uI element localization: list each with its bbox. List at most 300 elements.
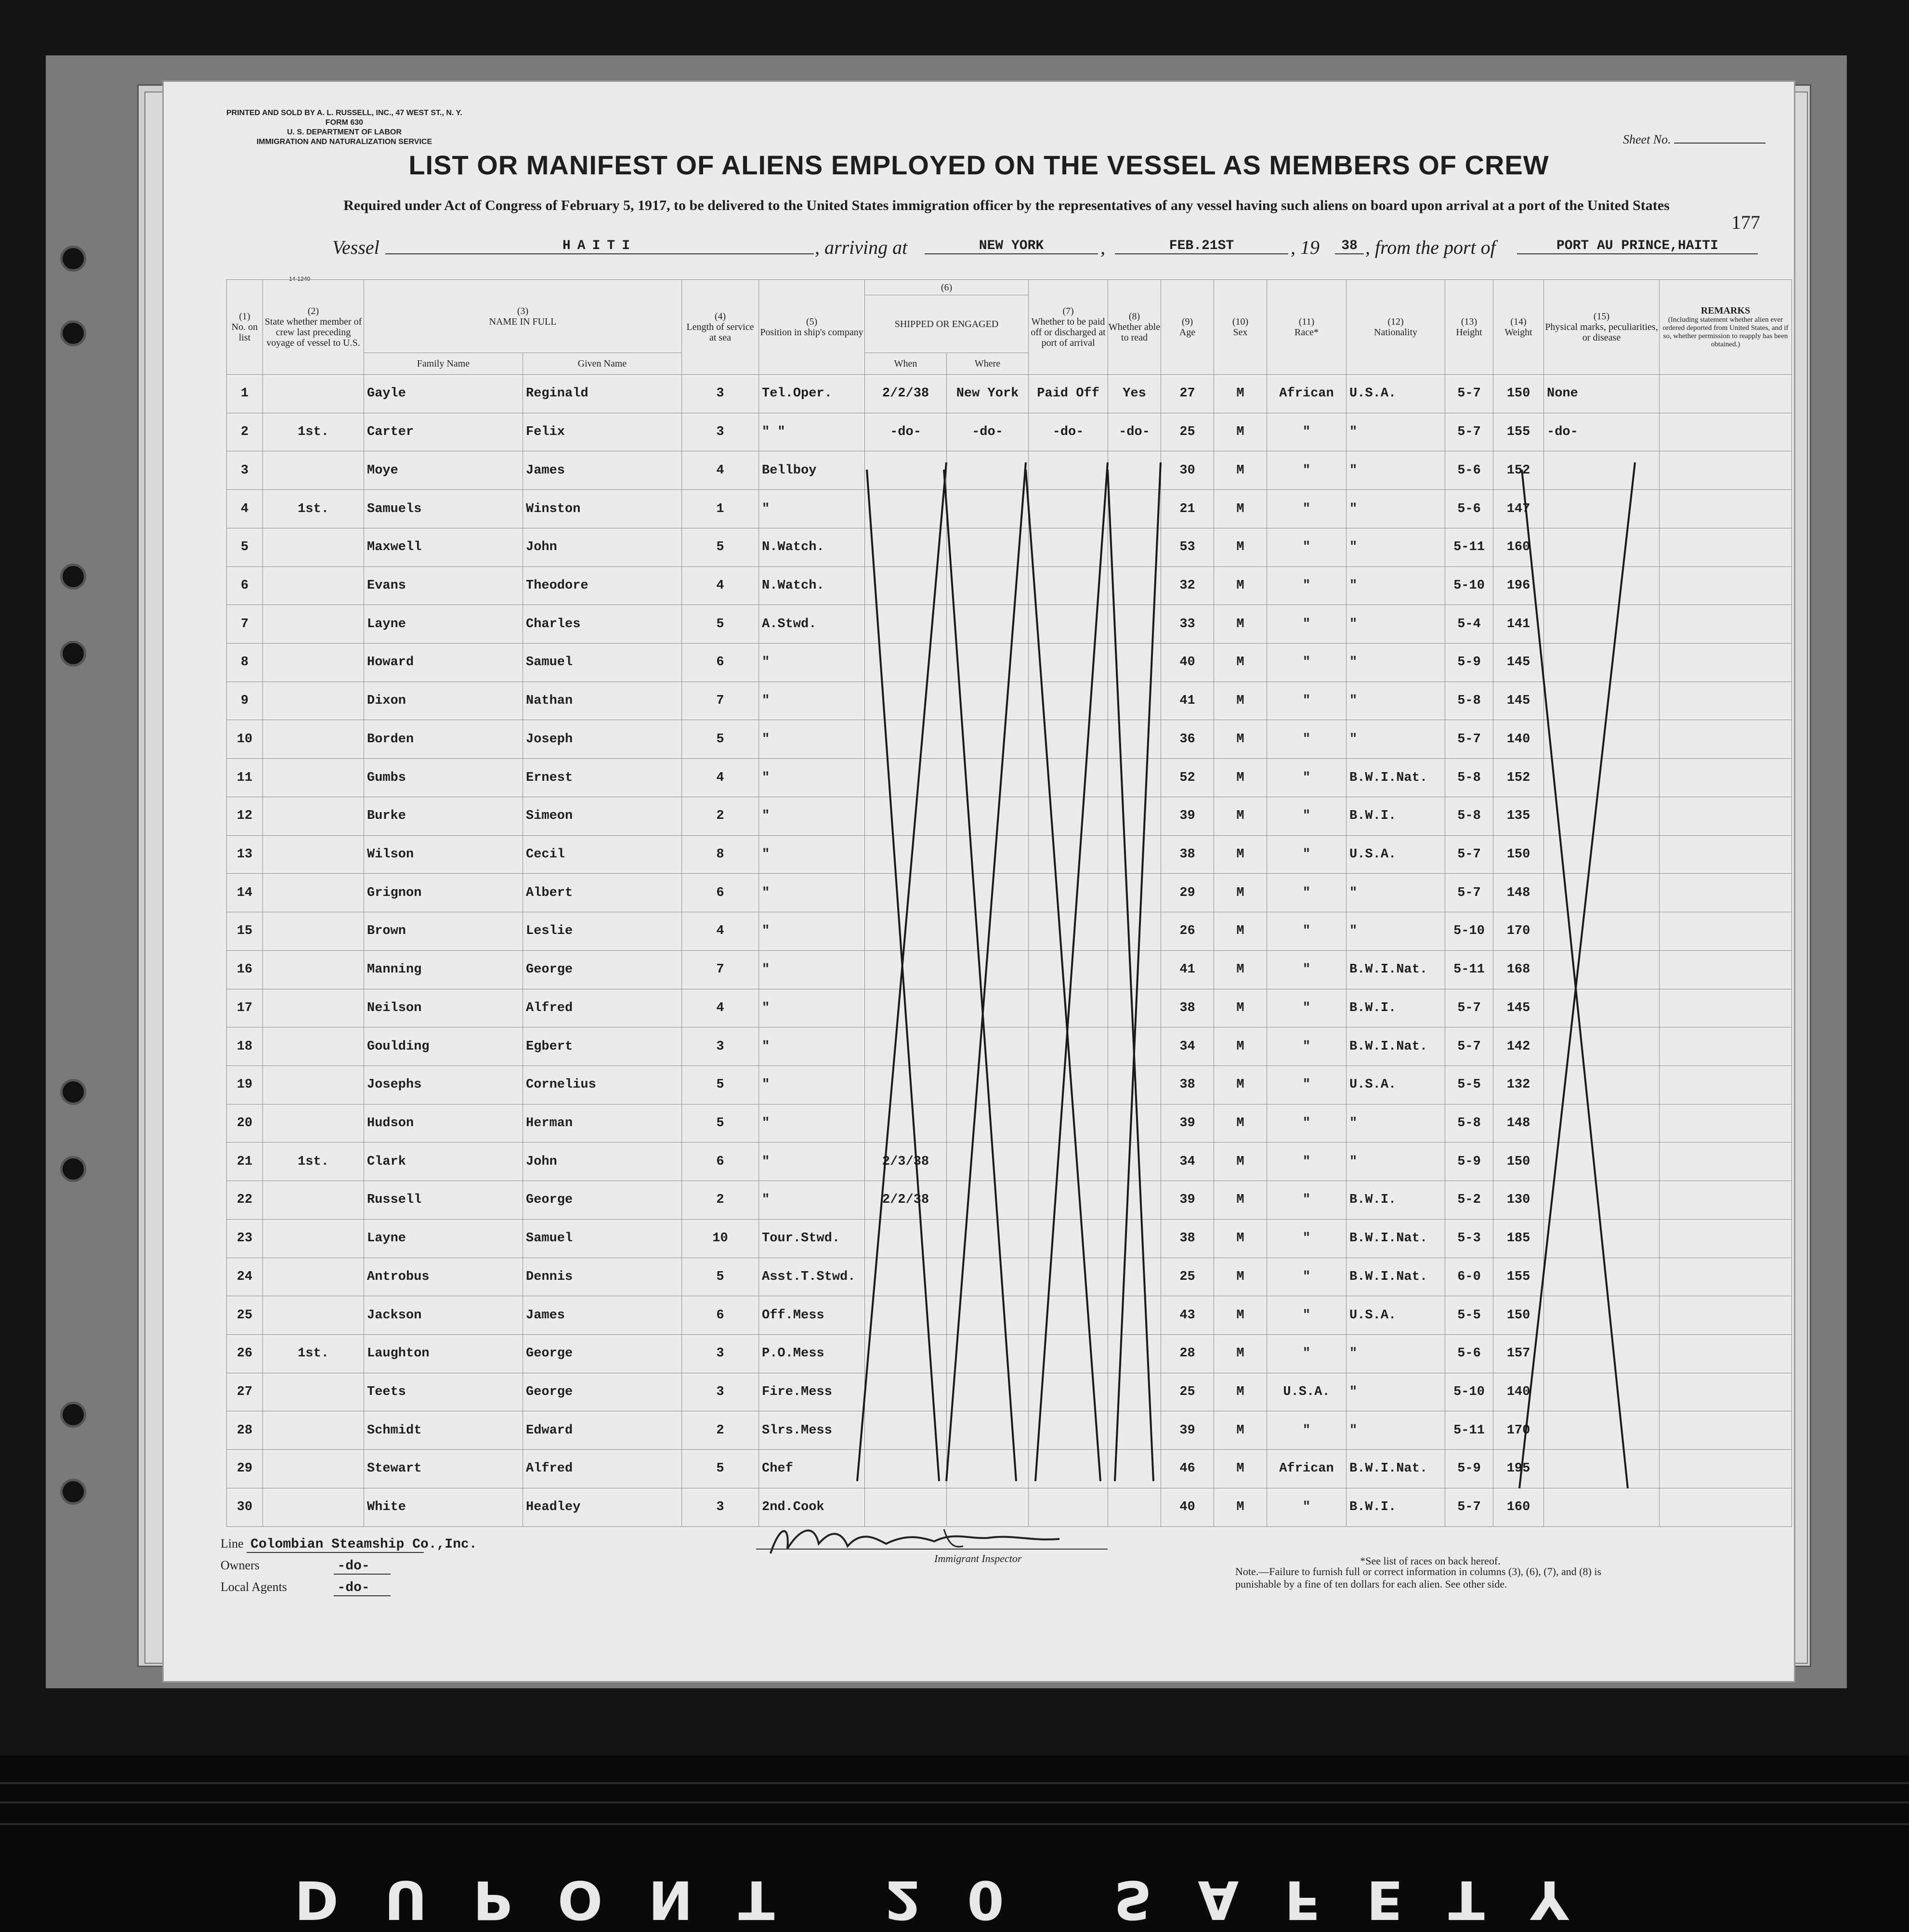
row-weight: 155 xyxy=(1493,413,1544,451)
row-given-name: Cornelius xyxy=(523,1065,682,1104)
row-when xyxy=(865,605,947,644)
col-label: Whether to be paid off or discharged at port of arrival xyxy=(1031,316,1106,348)
row-able-read: Yes xyxy=(1108,375,1161,413)
table-row xyxy=(227,528,1792,566)
row-service: 5 xyxy=(682,720,759,759)
row-position: N.Watch. xyxy=(759,566,865,605)
row-able-read xyxy=(1108,490,1161,528)
row-service: 6 xyxy=(682,874,759,912)
row-weight: 160 xyxy=(1493,1488,1544,1526)
row-nationality: U.S.A. xyxy=(1347,375,1445,413)
owners-field xyxy=(221,1558,391,1575)
row-weight: 157 xyxy=(1493,1334,1544,1373)
row-height: 5-7 xyxy=(1445,835,1493,874)
row-nationality: " xyxy=(1347,528,1445,566)
row-sex: M xyxy=(1214,874,1267,912)
row-paid-off xyxy=(1029,1219,1108,1258)
row-weight: 147 xyxy=(1493,490,1544,528)
row-where xyxy=(947,874,1029,912)
row-position: " xyxy=(759,797,865,835)
row-position: " xyxy=(759,682,865,720)
row-sex: M xyxy=(1214,1027,1267,1066)
row-weight: 145 xyxy=(1493,989,1544,1027)
row-race: " xyxy=(1267,797,1347,835)
row-height: 5-10 xyxy=(1445,1373,1493,1411)
table-row xyxy=(227,1373,1792,1411)
row-where xyxy=(947,528,1029,566)
row-service: 10 xyxy=(682,1219,759,1258)
row-height: 5-10 xyxy=(1445,912,1493,951)
printer-line: U. S. DEPARTMENT OF LABOR xyxy=(287,128,402,136)
table-row xyxy=(227,720,1792,759)
crew-table xyxy=(226,279,1792,1527)
row-nationality: " xyxy=(1347,490,1445,528)
arrival-year: 38 xyxy=(1335,238,1364,254)
row-number: 18 xyxy=(227,1027,263,1066)
row-paid-off xyxy=(1029,1065,1108,1104)
row-remarks xyxy=(1660,912,1792,951)
row-given-name: Simeon xyxy=(523,797,682,835)
table-row xyxy=(227,1181,1792,1220)
row-given-name: Reginald xyxy=(523,375,682,413)
row-remarks xyxy=(1660,451,1792,490)
row-sex: M xyxy=(1214,490,1267,528)
row-able-read xyxy=(1108,1181,1161,1220)
row-age: 43 xyxy=(1161,1296,1214,1335)
row-nationality: B.W.I.Nat. xyxy=(1347,950,1445,989)
row-position: " xyxy=(759,490,865,528)
row-given-name: Winston xyxy=(523,490,682,528)
row-nationality: " xyxy=(1347,605,1445,644)
binder-hole xyxy=(60,320,86,346)
col-label: Age xyxy=(1179,327,1196,338)
sheet-label: Sheet No. xyxy=(1623,132,1671,146)
row-where xyxy=(947,1065,1029,1104)
row-given-name: George xyxy=(523,1373,682,1411)
row-voyage xyxy=(263,874,364,912)
col-number: (10) xyxy=(1232,316,1249,327)
row-family-name: Burke xyxy=(364,797,523,835)
row-voyage xyxy=(263,644,364,682)
row-service: 3 xyxy=(682,375,759,413)
row-height: 5-6 xyxy=(1445,451,1493,490)
binder-hole xyxy=(60,564,86,590)
row-when: 2/2/38 xyxy=(865,375,947,413)
row-able-read xyxy=(1108,1104,1161,1143)
row-sex: M xyxy=(1214,413,1267,451)
row-when xyxy=(865,1027,947,1066)
row-race: " xyxy=(1267,1258,1347,1296)
printer-line: IMMIGRATION AND NATURALIZATION SERVICE xyxy=(256,138,432,146)
row-family-name: Teets xyxy=(364,1373,523,1411)
row-able-read xyxy=(1108,566,1161,605)
row-number: 27 xyxy=(227,1373,263,1411)
row-paid-off xyxy=(1029,835,1108,874)
row-nationality: " xyxy=(1347,1334,1445,1373)
row-height: 5-8 xyxy=(1445,797,1493,835)
row-given-name: George xyxy=(523,1334,682,1373)
row-sex: M xyxy=(1214,1373,1267,1411)
row-position: " xyxy=(759,644,865,682)
row-height: 5-7 xyxy=(1445,1488,1493,1526)
row-weight: 148 xyxy=(1493,874,1544,912)
row-paid-off xyxy=(1029,989,1108,1027)
row-weight: 140 xyxy=(1493,1373,1544,1411)
row-voyage: 1st. xyxy=(263,413,364,451)
page-title: LIST OR MANIFEST OF ALIENS EMPLOYED ON THE VESSEL AS MEMBERS OF CREW xyxy=(408,150,1549,180)
row-service: 1 xyxy=(682,490,759,528)
row-voyage xyxy=(263,566,364,605)
row-where xyxy=(947,759,1029,797)
row-given-name: Samuel xyxy=(523,1219,682,1258)
row-weight: 150 xyxy=(1493,1296,1544,1335)
row-number: 21 xyxy=(227,1143,263,1181)
table-row xyxy=(227,1450,1792,1488)
row-when xyxy=(865,1258,947,1296)
row-height: 5-3 xyxy=(1445,1219,1493,1258)
col-label: Height xyxy=(1456,327,1482,338)
row-height: 5-7 xyxy=(1445,1027,1493,1066)
row-voyage xyxy=(263,835,364,874)
row-number: 5 xyxy=(227,528,263,566)
row-age: 33 xyxy=(1161,605,1214,644)
row-where xyxy=(947,835,1029,874)
col-label: State whether member of crew last preceding voyage of vessel to U.S. xyxy=(264,316,362,348)
row-able-read xyxy=(1108,1334,1161,1373)
row-age: 29 xyxy=(1161,874,1214,912)
row-position: " xyxy=(759,1181,865,1220)
row-position: Bellboy xyxy=(759,451,865,490)
row-nationality: " xyxy=(1347,912,1445,951)
row-paid-off xyxy=(1029,490,1108,528)
row-number: 4 xyxy=(227,490,263,528)
row-sex: M xyxy=(1214,451,1267,490)
binder-hole xyxy=(60,1479,86,1505)
row-sex: M xyxy=(1214,1104,1267,1143)
row-number: 17 xyxy=(227,989,263,1027)
row-nationality: " xyxy=(1347,874,1445,912)
row-physical-marks xyxy=(1544,1334,1660,1373)
row-paid-off xyxy=(1029,682,1108,720)
row-number: 28 xyxy=(227,1411,263,1450)
row-given-name: George xyxy=(523,950,682,989)
row-family-name: Brown xyxy=(364,912,523,951)
row-paid-off xyxy=(1029,644,1108,682)
row-number: 11 xyxy=(227,759,263,797)
row-physical-marks xyxy=(1544,950,1660,989)
row-age: 41 xyxy=(1161,950,1214,989)
row-paid-off xyxy=(1029,1334,1108,1373)
row-remarks xyxy=(1660,1334,1792,1373)
row-number: 24 xyxy=(227,1258,263,1296)
row-paid-off xyxy=(1029,874,1108,912)
row-weight: 135 xyxy=(1493,797,1544,835)
row-service: 3 xyxy=(682,1334,759,1373)
row-able-read xyxy=(1108,1027,1161,1066)
row-remarks xyxy=(1660,413,1792,451)
row-number: 20 xyxy=(227,1104,263,1143)
row-age: 25 xyxy=(1161,1258,1214,1296)
row-race: " xyxy=(1267,1296,1347,1335)
row-number: 15 xyxy=(227,912,263,951)
row-able-read xyxy=(1108,1065,1161,1104)
col-given-header: Given Name xyxy=(523,353,682,375)
row-physical-marks: None xyxy=(1544,375,1660,413)
row-position: " xyxy=(759,720,865,759)
row-height: 5-9 xyxy=(1445,1143,1493,1181)
row-where xyxy=(947,912,1029,951)
row-when xyxy=(865,1104,947,1143)
col-number: (8) xyxy=(1128,311,1140,322)
row-where xyxy=(947,605,1029,644)
row-sex: M xyxy=(1214,1219,1267,1258)
binder-hole xyxy=(60,1079,86,1105)
row-service: 4 xyxy=(682,566,759,605)
row-service: 3 xyxy=(682,1373,759,1411)
table-row xyxy=(227,413,1792,451)
row-sex: M xyxy=(1214,989,1267,1027)
row-where xyxy=(947,1296,1029,1335)
row-able-read xyxy=(1108,759,1161,797)
row-family-name: Layne xyxy=(364,605,523,644)
row-when xyxy=(865,912,947,951)
row-number: 9 xyxy=(227,682,263,720)
row-paid-off xyxy=(1029,1143,1108,1181)
col-remarks-header xyxy=(1660,280,1792,375)
row-voyage xyxy=(263,1258,364,1296)
row-where xyxy=(947,644,1029,682)
row-when xyxy=(865,566,947,605)
row-physical-marks xyxy=(1544,720,1660,759)
row-sex: M xyxy=(1214,759,1267,797)
row-position: " xyxy=(759,874,865,912)
row-age: 40 xyxy=(1161,1488,1214,1526)
row-family-name: Samuels xyxy=(364,490,523,528)
row-remarks xyxy=(1660,989,1792,1027)
row-when: -do- xyxy=(865,413,947,451)
row-service: 6 xyxy=(682,1143,759,1181)
row-weight: 140 xyxy=(1493,720,1544,759)
row-position: " xyxy=(759,1143,865,1181)
col-number: (7) xyxy=(1062,306,1074,316)
col-voyage-header xyxy=(263,280,364,375)
row-service: 6 xyxy=(682,1296,759,1335)
row-voyage xyxy=(263,989,364,1027)
row-age: 21 xyxy=(1161,490,1214,528)
row-family-name: Hudson xyxy=(364,1104,523,1143)
row-remarks xyxy=(1660,1143,1792,1181)
row-physical-marks xyxy=(1544,1296,1660,1335)
row-weight: 132 xyxy=(1493,1065,1544,1104)
row-sex: M xyxy=(1214,1143,1267,1181)
row-nationality: U.S.A. xyxy=(1347,835,1445,874)
row-given-name: Charles xyxy=(523,605,682,644)
from-port-label: , from the port of xyxy=(1365,237,1496,258)
row-voyage xyxy=(263,720,364,759)
row-physical-marks xyxy=(1544,1027,1660,1066)
row-height: 5-7 xyxy=(1445,720,1493,759)
departure-port: PORT AU PRINCE,HAITI xyxy=(1517,238,1758,254)
penalty-note: Note.—Failure to furnish full or correct information in columns (3), (6), (7), and (8) is punishable by a fine of ten dollars for each alien. See other side. xyxy=(1235,1565,1602,1590)
row-race: " xyxy=(1267,644,1347,682)
row-family-name: Wilson xyxy=(364,835,523,874)
row-race: " xyxy=(1267,835,1347,874)
row-able-read xyxy=(1108,1411,1161,1450)
row-sex: M xyxy=(1214,1488,1267,1526)
row-physical-marks xyxy=(1544,1104,1660,1143)
row-number: 12 xyxy=(227,797,263,835)
owners-value: -do- xyxy=(334,1559,391,1575)
row-when xyxy=(865,1450,947,1488)
row-remarks xyxy=(1660,950,1792,989)
row-given-name: Headley xyxy=(523,1488,682,1526)
col-shipped-header xyxy=(865,295,1029,353)
row-given-name: Egbert xyxy=(523,1027,682,1066)
row-paid-off xyxy=(1029,1450,1108,1488)
row-where xyxy=(947,566,1029,605)
row-height: 5-8 xyxy=(1445,759,1493,797)
row-height: 5-5 xyxy=(1445,1296,1493,1335)
row-paid-off xyxy=(1029,1027,1108,1066)
row-number: 16 xyxy=(227,950,263,989)
row-number: 13 xyxy=(227,835,263,874)
row-voyage xyxy=(263,1065,364,1104)
row-given-name: George xyxy=(523,1181,682,1220)
row-service: 2 xyxy=(682,1181,759,1220)
row-where xyxy=(947,1027,1029,1066)
row-voyage xyxy=(263,1027,364,1066)
row-remarks xyxy=(1660,1488,1792,1526)
row-voyage xyxy=(263,1104,364,1143)
row-when xyxy=(865,1411,947,1450)
row-service: 5 xyxy=(682,528,759,566)
row-where xyxy=(947,950,1029,989)
row-physical-marks xyxy=(1544,1181,1660,1220)
row-weight: 152 xyxy=(1493,759,1544,797)
row-race: " xyxy=(1267,1181,1347,1220)
row-able-read xyxy=(1108,451,1161,490)
row-voyage xyxy=(263,1219,364,1258)
row-nationality: " xyxy=(1347,451,1445,490)
row-able-read xyxy=(1108,1450,1161,1488)
table-row xyxy=(227,797,1792,835)
table-row xyxy=(227,989,1792,1027)
col-position-header xyxy=(759,280,865,375)
col-number: (9) xyxy=(1181,316,1193,327)
row-remarks xyxy=(1660,566,1792,605)
row-remarks xyxy=(1660,874,1792,912)
col-number: (12) xyxy=(1387,316,1404,327)
row-when xyxy=(865,989,947,1027)
row-age: 52 xyxy=(1161,759,1214,797)
row-number: 1 xyxy=(227,375,263,413)
row-height: 5-11 xyxy=(1445,1411,1493,1450)
row-height: 5-7 xyxy=(1445,989,1493,1027)
row-race: " xyxy=(1267,413,1347,451)
col-number: (14) xyxy=(1510,316,1527,327)
col-number: (4) xyxy=(714,311,726,322)
col-label: No. on list xyxy=(231,322,258,343)
row-position: " xyxy=(759,912,865,951)
printer-line: FORM 630 xyxy=(325,118,364,127)
row-height: 5-2 xyxy=(1445,1181,1493,1220)
row-paid-off xyxy=(1029,912,1108,951)
row-family-name: Layne xyxy=(364,1219,523,1258)
row-where: -do- xyxy=(947,413,1029,451)
row-voyage xyxy=(263,375,364,413)
row-remarks xyxy=(1660,1411,1792,1450)
owners-label: Owners xyxy=(221,1558,260,1572)
row-able-read xyxy=(1108,835,1161,874)
row-position: P.O.Mess xyxy=(759,1334,865,1373)
year-prefix: , 19 xyxy=(1291,237,1320,258)
row-age: 25 xyxy=(1161,1373,1214,1411)
row-remarks xyxy=(1660,797,1792,835)
row-when: 2/2/38 xyxy=(865,1181,947,1220)
row-where xyxy=(947,1181,1029,1220)
row-remarks xyxy=(1660,1450,1792,1488)
row-when xyxy=(865,1065,947,1104)
row-age: 39 xyxy=(1161,1411,1214,1450)
row-when xyxy=(865,797,947,835)
table-row xyxy=(227,1027,1792,1066)
row-given-name: John xyxy=(523,1143,682,1181)
row-physical-marks xyxy=(1544,1065,1660,1104)
row-nationality: B.W.I. xyxy=(1347,1181,1445,1220)
row-physical-marks xyxy=(1544,1258,1660,1296)
row-nationality: B.W.I.Nat. xyxy=(1347,1450,1445,1488)
row-family-name: Howard xyxy=(364,644,523,682)
row-weight: 150 xyxy=(1493,835,1544,874)
row-race: " xyxy=(1267,490,1347,528)
row-height: 5-7 xyxy=(1445,874,1493,912)
row-where xyxy=(947,720,1029,759)
row-weight: 145 xyxy=(1493,644,1544,682)
row-height: 5-8 xyxy=(1445,682,1493,720)
row-given-name: Leslie xyxy=(523,912,682,951)
col-label: Weight xyxy=(1504,327,1532,338)
row-race: " xyxy=(1267,720,1347,759)
table-row xyxy=(227,835,1792,874)
col-label: Whether able to read xyxy=(1108,322,1161,343)
agents-field xyxy=(221,1580,391,1596)
table-row xyxy=(227,375,1792,413)
row-position: " xyxy=(759,1065,865,1104)
row-height: 5-9 xyxy=(1445,644,1493,682)
row-position: " xyxy=(759,989,865,1027)
row-where xyxy=(947,1334,1029,1373)
sheet-number xyxy=(1623,132,1765,147)
row-age: 38 xyxy=(1161,1065,1214,1104)
vessel-label: Vessel xyxy=(332,237,379,258)
row-number: 2 xyxy=(227,413,263,451)
row-age: 53 xyxy=(1161,528,1214,566)
row-sex: M xyxy=(1214,1411,1267,1450)
row-voyage: 1st. xyxy=(263,490,364,528)
row-remarks xyxy=(1660,1027,1792,1066)
agents-label: Local Agents xyxy=(221,1580,287,1594)
row-given-name: John xyxy=(523,528,682,566)
row-family-name: Gayle xyxy=(364,375,523,413)
row-race: U.S.A. xyxy=(1267,1373,1347,1411)
row-family-name: Carter xyxy=(364,413,523,451)
row-weight: 185 xyxy=(1493,1219,1544,1258)
row-voyage xyxy=(263,528,364,566)
line-value: Colombian Steamship Co.,Inc. xyxy=(247,1537,424,1553)
row-remarks xyxy=(1660,490,1792,528)
row-service: 2 xyxy=(682,1411,759,1450)
page-number: 177 xyxy=(1731,211,1760,233)
